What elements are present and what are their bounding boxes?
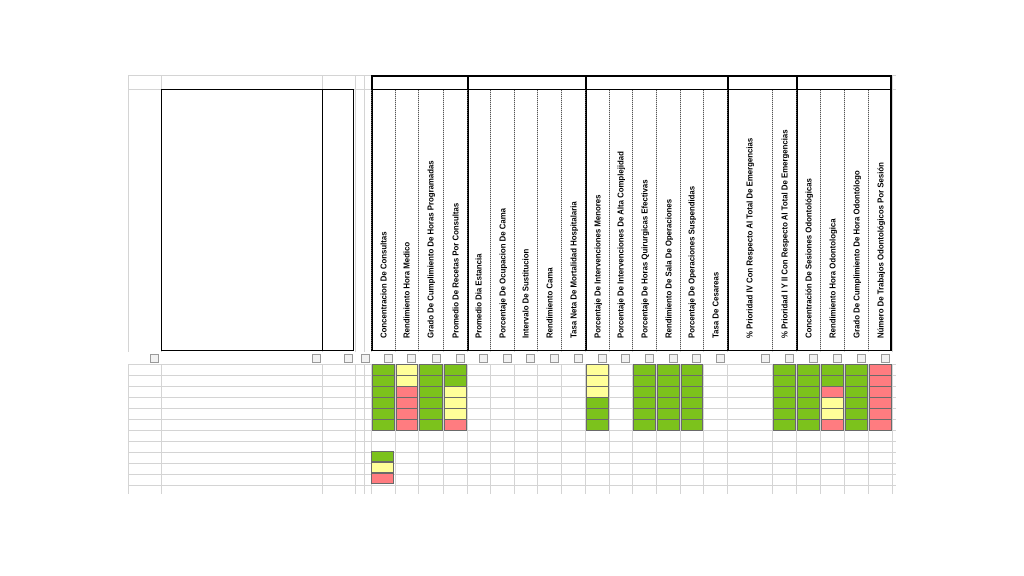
gridline-h [128,474,896,475]
column-header-label: % Prioridad I Y II Con Respecto Al Total De Emergencias [780,129,789,338]
filter-dropdown-button[interactable] [881,354,890,363]
score-cell [657,419,680,431]
column-header-7 [514,90,537,351]
filter-dropdown-button[interactable] [716,354,725,363]
column-header-9 [561,90,585,351]
column-header-4 [443,90,467,351]
legend-swatch-g [371,451,394,462]
filter-dropdown-button[interactable] [645,354,654,363]
gridline-h [128,452,896,453]
column-header-11 [609,90,632,351]
column-header-label: Rendimiento Hora Medico [402,241,412,338]
gridline-v [892,75,893,494]
centros-header-box [161,89,323,351]
filter-dropdown-button[interactable] [407,354,416,363]
column-header-label: Número De Trabajos Odontológicos Por Sesión [876,162,885,338]
score-cell [372,419,395,431]
filter-dropdown-button[interactable] [574,354,583,363]
filter-dropdown-button[interactable] [857,354,866,363]
column-header-label: Porcentaje De Intervenciones Menores [593,194,602,338]
filter-dropdown-button[interactable] [361,354,370,363]
column-header-label: Promedio De Recetas Por Consultas [451,202,460,338]
score-cell [444,419,467,431]
column-header-label: % Prioridad IV Con Respecto Al Total De Emergencias [745,137,755,338]
filter-row [128,352,896,364]
column-header-label: Porcentaje De Intervenciones De Alta Complejidad [616,151,626,338]
score-cell [396,419,418,431]
filter-dropdown-button[interactable] [150,354,159,363]
column-header-label: Concentración De Sesiones Odontológicas [804,178,813,338]
column-header-label: Porcentaje De Ocupacion De Cama [498,208,507,338]
score-cell [586,419,609,431]
column-header-label: Intervalo De Sustitucion [521,248,531,338]
column-header-10 [585,90,609,351]
filter-dropdown-button[interactable] [598,354,607,363]
filter-dropdown-button[interactable] [312,354,321,363]
column-header-20 [844,90,868,351]
gridline-h [128,441,896,442]
column-header-21 [868,90,892,351]
column-header-16 [727,90,772,351]
score-cell [821,419,844,431]
column-header-3 [418,90,443,351]
gridline-v [128,75,129,494]
score-cell [773,419,796,431]
gridline-v [364,75,365,494]
score-cell [845,419,868,431]
filter-dropdown-button[interactable] [456,354,465,363]
filter-dropdown-button[interactable] [344,354,353,363]
column-header-label: Grado De Cumplimiento De Horas Programadas [426,160,436,338]
column-header-1 [371,90,395,351]
filter-dropdown-button[interactable] [503,354,512,363]
gridline-h [128,485,896,486]
column-header-5 [467,90,490,351]
filter-dropdown-button[interactable] [384,354,393,363]
score-cell [681,419,703,431]
nivel-header-box [322,89,354,351]
filter-dropdown-button[interactable] [669,354,678,363]
column-header-label: Promedio Dia Estancia [474,253,484,338]
filter-dropdown-button[interactable] [550,354,559,363]
column-header-2 [395,90,418,351]
column-header-17 [772,90,796,351]
filter-dropdown-button[interactable] [432,354,441,363]
column-header-label: Tasa De Cesareas [711,271,720,338]
column-header-label: Rendimiento Cama [545,267,554,338]
column-header-18 [796,90,820,351]
filter-dropdown-button[interactable] [621,354,630,363]
column-header-label: Porcentaje De Operaciones Suspendidas [687,185,697,338]
filter-dropdown-button[interactable] [526,354,535,363]
column-header-label: Porcentaje De Horas Quirurgicas Efectivas [640,179,649,338]
column-header-label: Grado De Cumplimiento De Hora Odontólogo [852,170,861,338]
filter-dropdown-button[interactable] [785,354,794,363]
group-header-band [371,75,892,90]
column-header-14 [680,90,703,351]
filter-dropdown-button[interactable] [809,354,818,363]
score-cell [869,419,892,431]
score-cell [419,419,443,431]
column-header-8 [537,90,561,351]
column-header-label: Rendimiento Hora Odontologica [828,218,837,338]
header-bottom-rule [371,350,892,351]
column-header-label: Concentracion De Consultas [379,231,388,338]
filter-dropdown-button[interactable] [479,354,488,363]
legend-swatch-r [371,473,394,484]
filter-dropdown-button[interactable] [761,354,770,363]
column-header-13 [656,90,680,351]
column-header-12 [632,90,656,351]
column-header-19 [820,90,844,351]
gridline-h [128,463,896,464]
column-header-6 [490,90,514,351]
score-cell [797,419,820,431]
column-header-label: Rendimiento De Sala De Operaciones [664,198,673,338]
column-header-15 [703,90,727,351]
legend-swatch-y [371,462,394,473]
gridline-v [355,75,356,494]
filter-dropdown-button[interactable] [833,354,842,363]
score-cell [633,419,656,431]
column-header-label: Tasa Neta De Mortalidad Hospitalaria [569,201,578,338]
filter-dropdown-button[interactable] [692,354,701,363]
